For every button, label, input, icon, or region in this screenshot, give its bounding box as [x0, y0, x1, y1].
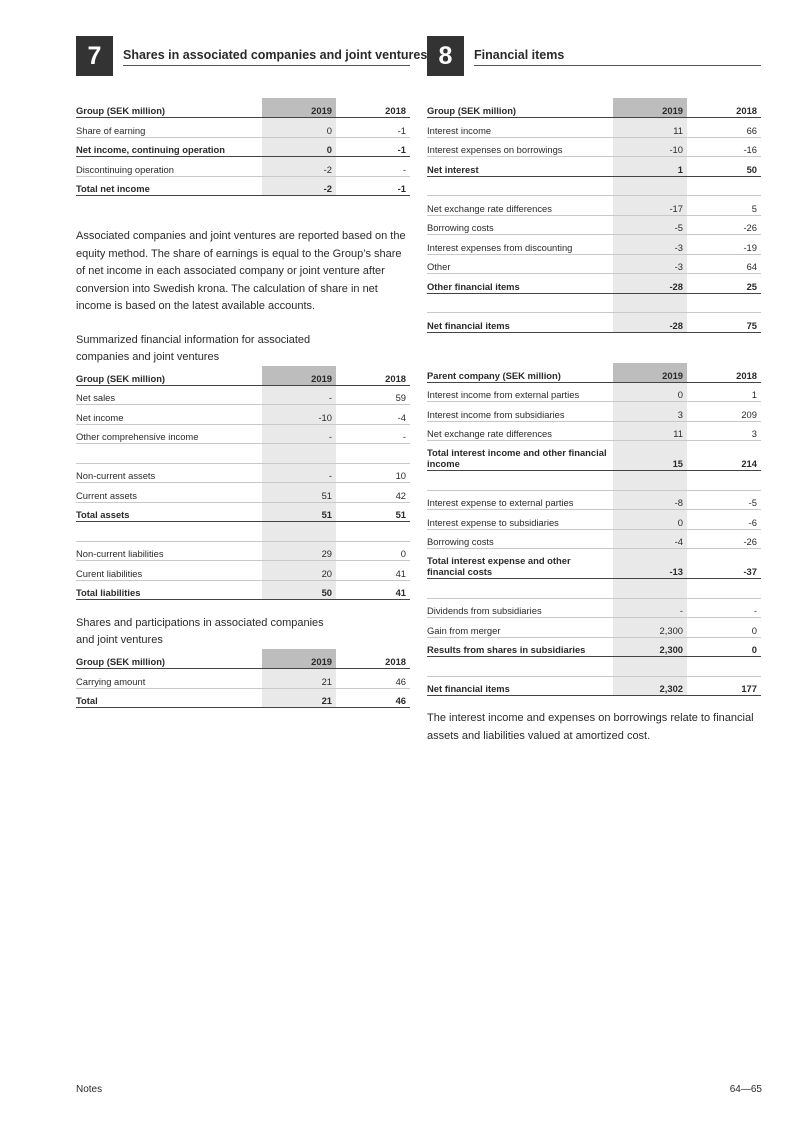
- column-header: 2019: [262, 366, 336, 386]
- row-label: Net exchange rate differences: [427, 196, 613, 216]
- value-2019: 2,300: [613, 637, 687, 657]
- table-row: [76, 176, 410, 196]
- value-2018: 209: [687, 402, 761, 422]
- table-row: [427, 215, 761, 235]
- value-2019: [613, 657, 687, 677]
- row-label: Non-current assets: [76, 463, 262, 483]
- row-label: Net interest: [427, 157, 613, 177]
- section-rule: [123, 65, 410, 66]
- row-label: Net income: [76, 405, 262, 425]
- row-label: Net income, continuing operation: [76, 137, 262, 157]
- table-row: [427, 137, 761, 157]
- value-2019: 3: [613, 402, 687, 422]
- row-label: Dividends from subsidiaries: [427, 598, 613, 618]
- row-label: Carrying amount: [76, 669, 262, 689]
- row-label: Other: [427, 254, 613, 274]
- shares-participations-table: [76, 649, 410, 708]
- value-2018: 177: [687, 676, 761, 696]
- value-2018: -19: [687, 235, 761, 255]
- section-title: Financial items: [474, 48, 565, 62]
- value-2019: 0: [262, 118, 336, 138]
- section-number: 7: [76, 36, 113, 76]
- net-income-table: [76, 98, 410, 196]
- value-2018: [687, 293, 761, 313]
- value-2019: -3: [613, 235, 687, 255]
- row-label: Interest income from external parties: [427, 382, 613, 402]
- value-2018: -26: [687, 529, 761, 549]
- value-2019: 51: [262, 502, 336, 522]
- value-2018: 0: [336, 541, 410, 561]
- value-2018: 10: [336, 463, 410, 483]
- value-2019: [613, 293, 687, 313]
- value-2018: -1: [336, 176, 410, 196]
- table-row: [427, 637, 761, 657]
- value-2019: -: [613, 598, 687, 618]
- row-label: Net sales: [76, 385, 262, 405]
- value-2019: 15: [613, 441, 687, 471]
- value-2019: 0: [613, 382, 687, 402]
- value-2018: 1: [687, 382, 761, 402]
- value-2019: 11: [613, 421, 687, 441]
- row-label: [427, 176, 613, 196]
- value-2019: -4: [613, 529, 687, 549]
- column-header: Group (SEK million): [76, 366, 262, 386]
- value-2019: [262, 522, 336, 542]
- value-2019: 20: [262, 561, 336, 581]
- value-2019: -10: [613, 137, 687, 157]
- value-2018: 41: [336, 561, 410, 581]
- value-2019: -5: [613, 215, 687, 235]
- summarized-info-table: [76, 366, 410, 601]
- row-label: Non-current liabilities: [76, 541, 262, 561]
- column-header: 2018: [336, 366, 410, 386]
- value-2019: -17: [613, 196, 687, 216]
- table-row: [76, 669, 410, 689]
- table-row: [427, 235, 761, 255]
- value-2018: 3: [687, 421, 761, 441]
- row-label: Total interest income and other financial income: [427, 441, 613, 471]
- row-label: [427, 657, 613, 677]
- row-label: [427, 293, 613, 313]
- value-2018: [336, 522, 410, 542]
- row-label: Interest income from subsidiaries: [427, 402, 613, 422]
- value-2018: [336, 444, 410, 464]
- section-7: [76, 36, 428, 708]
- value-2018: [687, 657, 761, 677]
- table-row: [427, 510, 761, 530]
- shares-participations-heading: Shares and participations in associated companies and joint ventures: [76, 617, 324, 647]
- table-row: [427, 118, 761, 138]
- table-row: [76, 502, 410, 522]
- value-2018: 64: [687, 254, 761, 274]
- value-2018: [687, 471, 761, 491]
- value-2018: 41: [336, 580, 410, 600]
- parent-company-financial-items-table: [427, 363, 761, 697]
- value-2018: 214: [687, 441, 761, 471]
- table-row: [427, 598, 761, 618]
- row-label: Results from shares in subsidiaries: [427, 637, 613, 657]
- column-header: 2018: [336, 98, 410, 118]
- table-row: [76, 688, 410, 708]
- value-2018: -1: [336, 118, 410, 138]
- summarized-info-heading: Summarized financial information for associated companies and joint ventures: [76, 333, 311, 363]
- spacer-row: [76, 444, 410, 464]
- section-8: [427, 36, 761, 745]
- value-2019: 2,302: [613, 676, 687, 696]
- value-2019: -8: [613, 490, 687, 510]
- value-2019: [613, 176, 687, 196]
- table-row: [427, 676, 761, 696]
- table-row: [76, 463, 410, 483]
- value-2019: 21: [262, 669, 336, 689]
- value-2019: 51: [262, 483, 336, 503]
- amortized-cost-paragraph: The interest income and expenses on borrowings relate to financial assets and liabilities valued at amortized cost.: [427, 712, 754, 742]
- table-row: [427, 529, 761, 549]
- value-2018: 0: [687, 637, 761, 657]
- section-7-header: [76, 36, 428, 76]
- spacer-row: [427, 579, 761, 599]
- row-label: [76, 522, 262, 542]
- value-2018: [687, 579, 761, 599]
- table-row: [76, 405, 410, 425]
- value-2019: -28: [613, 313, 687, 333]
- footer-page-numbers: 64—65: [729, 1084, 762, 1095]
- value-2019: -2: [262, 157, 336, 177]
- value-2019: 50: [262, 580, 336, 600]
- column-header: 2018: [687, 98, 761, 118]
- row-label: Total liabilities: [76, 580, 262, 600]
- value-2019: -2: [262, 176, 336, 196]
- value-2018: 42: [336, 483, 410, 503]
- spacer-row: [76, 522, 410, 542]
- row-label: Net financial items: [427, 676, 613, 696]
- row-label: Net exchange rate differences: [427, 421, 613, 441]
- value-2019: -: [262, 385, 336, 405]
- row-label: Borrowing costs: [427, 529, 613, 549]
- table-row: [76, 541, 410, 561]
- value-2018: -: [336, 424, 410, 444]
- row-label: Discontinuing operation: [76, 157, 262, 177]
- table-row: [76, 385, 410, 405]
- row-label: Gain from merger: [427, 618, 613, 638]
- row-label: Total interest expense and other financial costs: [427, 549, 613, 579]
- column-header: 2018: [687, 363, 761, 383]
- value-2018: 46: [336, 688, 410, 708]
- value-2018: -: [336, 157, 410, 177]
- value-2018: 75: [687, 313, 761, 333]
- value-2019: [613, 579, 687, 599]
- row-label: Current assets: [76, 483, 262, 503]
- value-2019: 11: [613, 118, 687, 138]
- column-header: Group (SEK million): [76, 649, 262, 669]
- row-label: [76, 444, 262, 464]
- value-2019: -: [262, 424, 336, 444]
- table-row: [427, 274, 761, 294]
- value-2018: -5: [687, 490, 761, 510]
- row-label: Interest expense to external parties: [427, 490, 613, 510]
- value-2018: 46: [336, 669, 410, 689]
- row-label: [427, 471, 613, 491]
- value-2019: -13: [613, 549, 687, 579]
- table-row: [427, 402, 761, 422]
- value-2019: -: [262, 463, 336, 483]
- spacer-row: [427, 657, 761, 677]
- row-label: Total net income: [76, 176, 262, 196]
- spacer-row: [427, 176, 761, 196]
- table-row: [76, 118, 410, 138]
- row-label: Other comprehensive income: [76, 424, 262, 444]
- table-row: [76, 580, 410, 600]
- value-2019: 1: [613, 157, 687, 177]
- row-label: Borrowing costs: [427, 215, 613, 235]
- table-row: [427, 441, 761, 471]
- value-2018: 0: [687, 618, 761, 638]
- value-2018: 51: [336, 502, 410, 522]
- value-2019: 0: [613, 510, 687, 530]
- section-8-header: [427, 36, 761, 76]
- column-header: Group (SEK million): [427, 98, 613, 118]
- value-2019: 21: [262, 688, 336, 708]
- table-row: [427, 490, 761, 510]
- row-label: Other financial items: [427, 274, 613, 294]
- section-title: Shares in associated companies and joint ventures: [123, 48, 428, 62]
- row-label: Curent liabilities: [76, 561, 262, 581]
- value-2018: [687, 176, 761, 196]
- column-header: Parent company (SEK million): [427, 363, 613, 383]
- column-header: 2019: [613, 363, 687, 383]
- value-2018: -26: [687, 215, 761, 235]
- table-row: [427, 618, 761, 638]
- row-label: Total assets: [76, 502, 262, 522]
- table-row: [427, 382, 761, 402]
- value-2018: 5: [687, 196, 761, 216]
- table-row: [427, 157, 761, 177]
- table-row: [427, 313, 761, 333]
- row-label: [427, 579, 613, 599]
- section-number: 8: [427, 36, 464, 76]
- table-row: [76, 424, 410, 444]
- value-2018: -1: [336, 137, 410, 157]
- spacer-row: [427, 293, 761, 313]
- value-2018: -37: [687, 549, 761, 579]
- value-2018: 66: [687, 118, 761, 138]
- row-label: Net financial items: [427, 313, 613, 333]
- row-label: Interest expense to subsidiaries: [427, 510, 613, 530]
- table-row: [427, 549, 761, 579]
- value-2018: 50: [687, 157, 761, 177]
- footer-section-label: Notes: [76, 1084, 103, 1095]
- value-2018: 25: [687, 274, 761, 294]
- value-2018: -4: [336, 405, 410, 425]
- column-header: Group (SEK million): [76, 98, 262, 118]
- table-row: [76, 483, 410, 503]
- table-row: [76, 561, 410, 581]
- value-2019: 29: [262, 541, 336, 561]
- column-header: 2019: [262, 649, 336, 669]
- column-header: 2018: [336, 649, 410, 669]
- row-label: Interest income: [427, 118, 613, 138]
- row-label: Interest expenses from discounting: [427, 235, 613, 255]
- spacer-row: [427, 471, 761, 491]
- table-row: [427, 421, 761, 441]
- value-2019: -28: [613, 274, 687, 294]
- value-2018: 59: [336, 385, 410, 405]
- value-2019: [262, 444, 336, 464]
- table-row: [76, 137, 410, 157]
- row-label: Total: [76, 688, 262, 708]
- section-rule: [474, 65, 761, 66]
- equity-method-paragraph: Associated companies and joint ventures are reported based on the equity method. The share of earnings is equal to the Group’s share of net income in each associated company or joint venture after conversion into Swedish krona. The calculation of share in net income is based on the latest available accounts.: [76, 230, 406, 313]
- value-2019: 0: [262, 137, 336, 157]
- row-label: Interest expenses on borrowings: [427, 137, 613, 157]
- value-2019: 2,300: [613, 618, 687, 638]
- value-2019: [613, 471, 687, 491]
- row-label: Share of earning: [76, 118, 262, 138]
- value-2019: -10: [262, 405, 336, 425]
- column-header: 2019: [262, 98, 336, 118]
- value-2018: -: [687, 598, 761, 618]
- value-2019: -3: [613, 254, 687, 274]
- table-row: [76, 157, 410, 177]
- group-financial-items-table: [427, 98, 761, 333]
- column-header: 2019: [613, 98, 687, 118]
- table-row: [427, 254, 761, 274]
- table-row: [427, 196, 761, 216]
- value-2018: -6: [687, 510, 761, 530]
- value-2018: -16: [687, 137, 761, 157]
